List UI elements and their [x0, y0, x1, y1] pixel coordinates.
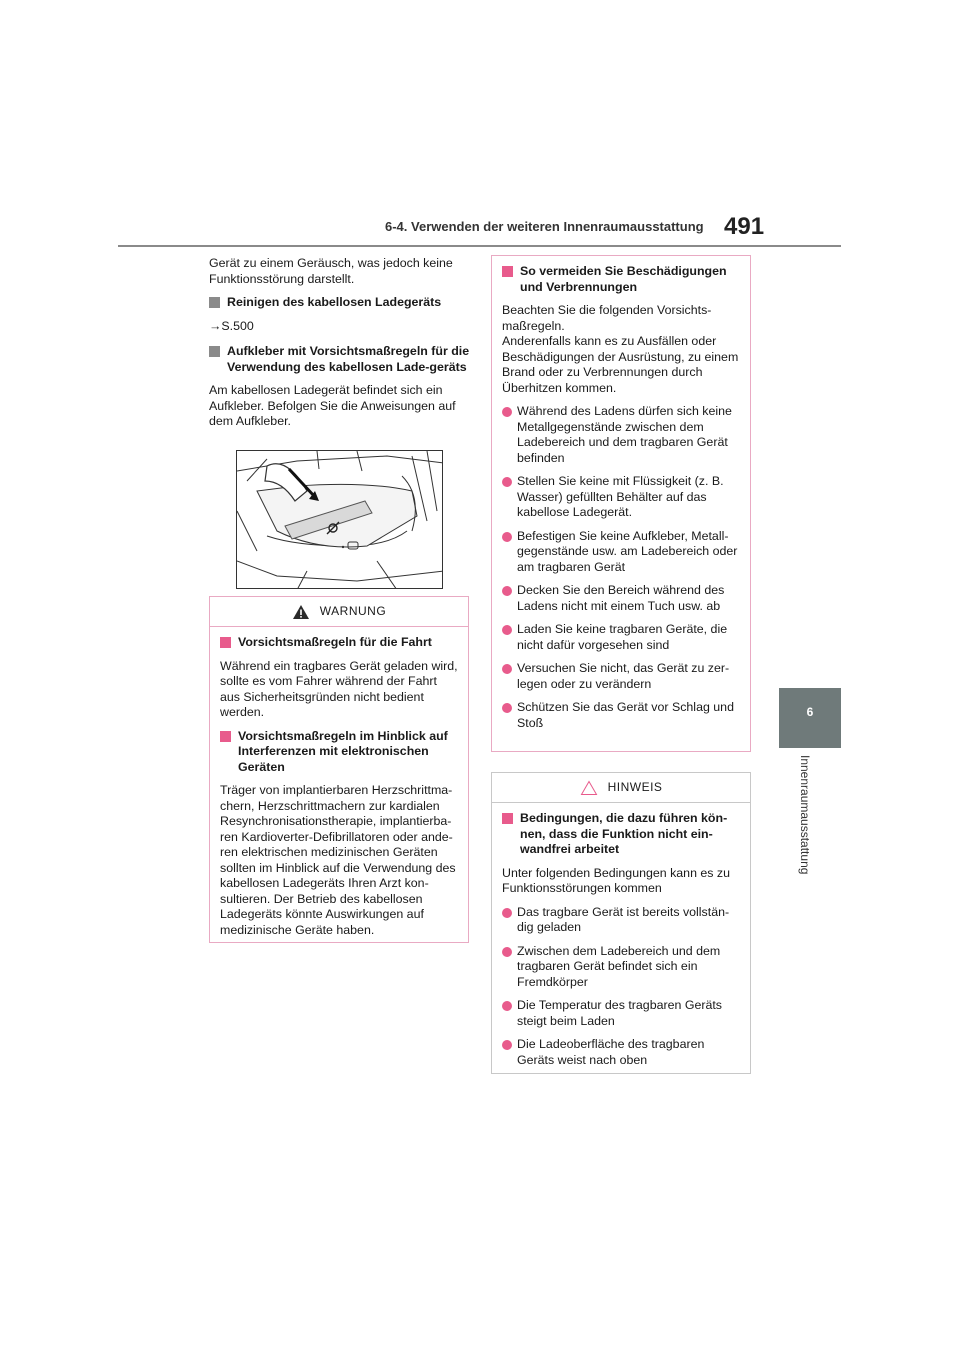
notice-box	[491, 772, 751, 1074]
square-bullet-icon	[502, 813, 513, 824]
list-item: Decken Sie den Bereich während des Ladens nicht mit einem Tuch usw. ab	[502, 583, 740, 614]
bullet-dot-icon	[502, 664, 512, 674]
notice-triangle-icon	[580, 780, 598, 796]
square-bullet-icon	[220, 731, 231, 742]
list-item: Zwischen dem Ladebereich und dem tragbaren Gerät befindet sich ein Fremdkörper	[502, 944, 740, 991]
sticker-text: Am kabellosen Ladegerät befindet sich ein Aufkleber. Befolgen Sie die Anweisungen auf dem Aufkleber.	[209, 383, 456, 428]
caution-intro: Beachten Sie die folgenden Vorsichts-maßregeln. Anderenfalls kann es zu Ausfällen oder Beschädigungen der Ausrüstung, zu einem Brand oder zu Verbrennungen durch Überhitzen kommen.	[502, 303, 739, 395]
intro-text: Gerät zu einem Geräusch, was jedoch keine Funktionsstörung darstellt.	[209, 256, 453, 286]
section-title: 6-4. Verwenden der weiteren Innenraumausstattung	[385, 219, 704, 234]
square-bullet-icon	[209, 297, 220, 308]
bullet-dot-icon	[502, 407, 512, 417]
list-item: Stellen Sie keine mit Flüssigkeit (z. B. Wasser) gefüllten Behälter auf das kabellose Ladegerät.	[502, 474, 740, 521]
chapter-tab[interactable]: 6	[779, 688, 841, 748]
warning-box-header	[210, 597, 468, 627]
bullet-dot-icon	[502, 586, 512, 596]
warning-section2-heading: Vorsichtsmaßregeln im Hinblick auf Interferenzen mit elektronischen Geräten	[220, 729, 458, 776]
list-item: Das tragbare Gerät ist bereits vollstän-dig geladen	[502, 905, 740, 936]
bullet-dot-icon	[502, 908, 512, 918]
square-bullet-icon	[209, 346, 220, 357]
notice-intro: Unter folgenden Bedingungen kann es zu Funktionsstörungen kommen	[502, 865, 731, 895]
list-item: Während des Ladens dürfen sich keine Metallgegenstände zwischen dem Ladebereich und dem tragbaren Gerät befinden	[502, 404, 740, 466]
left-column	[209, 256, 471, 438]
bullet-dot-icon	[502, 532, 512, 542]
list-item: Schützen Sie das Gerät vor Schlag und Stoß	[502, 700, 740, 731]
square-bullet-icon	[220, 637, 231, 648]
header-rule	[118, 245, 841, 247]
charger-illustration-icon	[237, 451, 443, 589]
bullet-dot-icon	[502, 703, 512, 713]
list-item: Die Ladeoberfläche des tragbaren Geräts weist nach oben	[502, 1037, 740, 1068]
cleaning-xref-link[interactable]: →S.500	[209, 318, 254, 333]
warning-section2-text: Träger von implantierbaren Herzschrittma-chern, Herzschrittmachern zur kardialen Resynchronisationstherapie, implantierba-ren Kardioverter-Defibrillatoren oder ande-ren elektrischen medizinischen Geräten sollten im Hinblick auf die Verwendung des kabellosen Ladegeräts Ihren Arzt kon-sultieren. Der Betrieb des kabellosen Ladegeräts könnte Auswirkungen auf medizinische Geräte haben.	[220, 783, 456, 937]
sticker-heading: Aufkleber mit Vorsichtsmaßregeln für die Verwendung des kabellosen Lade-geräts	[209, 344, 471, 375]
list-item: Versuchen Sie nicht, das Gerät zu zer-legen oder zu verändern	[502, 661, 740, 692]
bullet-dot-icon	[502, 1001, 512, 1011]
warning-section1-heading: Vorsichtsmaßregeln für die Fahrt	[220, 635, 458, 651]
notice-heading: Bedingungen, die dazu führen kön-nen, dass die Funktion nicht ein-wandfrei arbeitet	[502, 811, 740, 858]
warning-triangle-icon	[292, 604, 310, 620]
bullet-dot-icon	[502, 947, 512, 957]
list-item: Die Temperatur des tragbaren Geräts steigt beim Laden	[502, 998, 740, 1029]
notice-box-header	[492, 773, 750, 803]
chapter-label-text: Innenraumausstattung	[798, 755, 812, 875]
warning-section1-text: Während ein tragbares Gerät geladen wird, sollte es vom Fahrer während der Fahrt aus Sicherheitsgründen nicht bedient werden.	[220, 658, 458, 719]
chapter-label	[796, 755, 816, 945]
cleaning-heading: Reinigen des kabellosen Ladegeräts	[209, 295, 471, 311]
bullet-dot-icon	[502, 1040, 512, 1050]
page-number: 491	[724, 213, 765, 240]
square-bullet-icon	[502, 266, 513, 277]
bullet-dot-icon	[502, 625, 512, 635]
warning-title: WARNUNG	[319, 603, 387, 618]
list-item: Laden Sie keine tragbaren Geräte, die nicht dafür vorgesehen sind	[502, 622, 740, 653]
warning-box	[209, 596, 469, 943]
caution-box	[491, 255, 751, 752]
list-item: Befestigen Sie keine Aufkleber, Metall-gegenstände usw. am Ladebereich oder am tragbaren Gerät	[502, 529, 740, 576]
bullet-dot-icon	[502, 477, 512, 487]
charger-sticker-illustration	[236, 450, 443, 589]
notice-title: HINWEIS	[607, 779, 663, 794]
caution-heading: So vermeiden Sie Beschädigungen und Verbrennungen	[502, 264, 740, 295]
